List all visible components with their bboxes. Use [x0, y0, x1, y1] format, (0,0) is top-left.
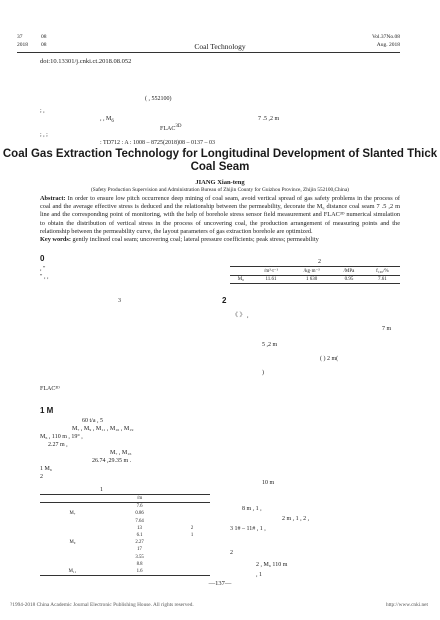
body-line: M₆ , 110 m , 19° ,: [40, 434, 83, 440]
table-header-row: /m³·t⁻¹ /kg·m⁻³ /MPa f₁₀₀/%: [230, 267, 400, 276]
table-row: 7.6: [136, 504, 143, 510]
table-row: M₉ 2.27: [69, 540, 144, 546]
cn-abstract-line: $FLAC^{3D}$: [160, 124, 182, 132]
body-line: 3: [118, 298, 121, 304]
body-line: ( ) 2 m(: [320, 356, 339, 362]
header-date: Aug. 2018: [376, 42, 400, 48]
table-row: 8.8: [136, 561, 143, 567]
body-line: 7 m: [382, 326, 392, 332]
body-line: 26.74 ,29.35 m .: [92, 458, 132, 464]
cn-abstract-line: , , $M_6$: [100, 116, 114, 125]
doi-link[interactable]: doi:10.13301/j.cnki.ct.2018.08.052: [40, 58, 132, 65]
section-heading: 0: [40, 254, 45, 263]
cn-abstract-line: 7 .5 ,2 m: [258, 116, 280, 122]
body-line: , ": [40, 266, 46, 272]
copyright-notice: ?1994-2018 China Academic Journal Electronic Publishing House. All rights reserved.: [10, 602, 194, 608]
journal-name: Coal Technology: [194, 42, 246, 51]
body-line: 5 ,2 m: [262, 342, 278, 348]
section-heading: 2: [222, 296, 227, 305]
body-line: M₇ , M₉ , M₁₁ , M₁₆ , M₁₉: [72, 426, 134, 432]
abstract-label: Abstract:: [40, 195, 66, 202]
table-row: M₁₁ 1.6: [40, 568, 210, 576]
table-1-caption: 1: [100, 487, 103, 493]
table-row: 17: [137, 547, 142, 553]
header-left-row: 2018 08: [17, 42, 47, 48]
body-line: 2.27 m ,: [48, 442, 68, 448]
cnki-link[interactable]: http://www.cnki.net: [385, 602, 428, 608]
body-line: 2 , M₆ 110 m: [256, 562, 288, 568]
abstract-text: In order to ensure low pitch occurrence deep mining of coal seam, avoid vertical spread of gas safety problems in the process of coal and the average effective stress is deduced and the relationship between the permeability, decorate the M₆ distance coal seam 7 .5 ,2 m line and the corresponding point of monitoring, with the help of borehole stress sensor field measurement and FLAC³ᴰ numerical simulation to obtain the distribution of vertical stress in the process of uncovering coal, the production arrangement of measuring points and the relationship between the permeability curve, the layout parameters of gas extraction borehole are optimized.: [40, 195, 400, 235]
table-row: 7.64: [135, 518, 144, 524]
table-row: M₇ 0.86: [69, 511, 144, 517]
table-row: 3.55: [135, 554, 144, 560]
body-line: 2: [40, 474, 43, 480]
table-row: 6.1 1: [136, 533, 194, 539]
paper-title: Coal Gas Extraction Technology for Longitudinal Development of Slanted Thick Coal Seam: [2, 148, 438, 173]
body-line: 1 M₆: [40, 466, 52, 472]
table-row: M₆ 11.61 1 630 0.95 7.61: [230, 276, 400, 284]
table-header-row: /m: [40, 495, 210, 503]
page-number: —137—: [208, 580, 232, 587]
body-line: FLAC³ᴰ: [40, 386, 60, 392]
table-2-caption: 2: [318, 259, 321, 265]
header-issue-block: [372, 33, 400, 49]
table-1: [40, 494, 210, 576]
body-line: 2 m , 1 , 2 ,: [282, 516, 310, 522]
keywords-label: Key words:: [40, 236, 71, 244]
cn-keywords-line: ; , ;: [40, 132, 48, 138]
paper-abstract: [40, 195, 400, 244]
cn-classification-line: : TD712 : A : 1008 – 8725(2018)08 – 0137 – 03: [100, 140, 216, 146]
body-line: M₇ , M₁₆: [110, 450, 132, 456]
cn-affiliation: ( , 552100): [145, 96, 172, 102]
section-heading: 1 M: [40, 406, 54, 415]
table-row: 13 2: [137, 525, 194, 531]
cn-abstract-line: ; ,: [40, 108, 45, 114]
body-line: 8 m , 1 ,: [242, 506, 262, 512]
body-line: , 1: [256, 572, 262, 578]
body-line: 3 1# – 11# , 1 ,: [230, 526, 266, 532]
paper-author: JIANG Xian-teng: [195, 179, 245, 186]
header-volume: Vol.37No.08: [371, 34, 400, 40]
header-left-row: 37 08: [17, 34, 47, 40]
body-line: 《 》 ,: [232, 313, 249, 319]
body-line: ): [262, 370, 264, 376]
header-rule: [17, 52, 400, 53]
body-line: 2: [230, 550, 233, 556]
table-2: [230, 266, 400, 284]
paper-affiliation: (Safety Production Supervision and Administration Bureau of Zhijin County for Guizhou Province, Zhijin 552100,China): [91, 187, 349, 193]
body-line: 10 m: [262, 480, 275, 486]
body-line: " , ,: [40, 274, 49, 280]
body-line: 60 t/a , 5: [82, 418, 103, 424]
keywords-text: gently inclined coal seam; uncovering coal; lateral pressure coefficients; peak stress; permeability: [70, 236, 319, 244]
